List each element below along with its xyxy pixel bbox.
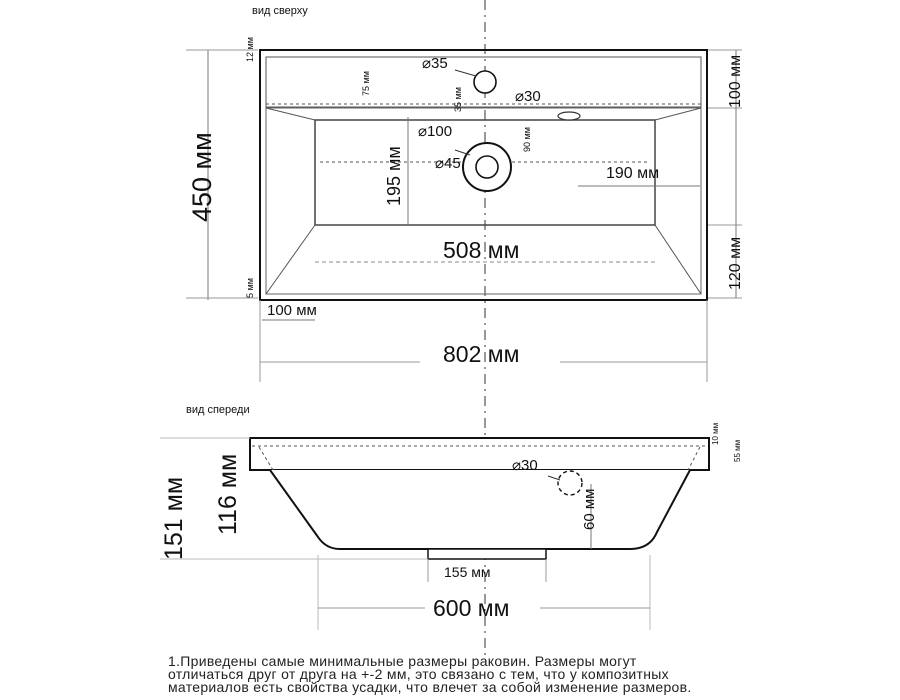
right-top-label: 100 мм — [727, 54, 744, 108]
basin-bowl — [266, 108, 701, 294]
front-top-slab — [250, 438, 709, 470]
bottom-width-label: 600 мм — [433, 595, 510, 621]
total-width-label: 802 мм — [443, 341, 520, 367]
drain-x-label: 190 мм — [606, 165, 660, 182]
outlet-width-label: 155 мм — [444, 564, 491, 580]
tap-leader — [455, 70, 476, 76]
drain-outer-label: ⌀100 — [418, 123, 453, 140]
top-view — [186, 5, 744, 382]
drain-inner — [476, 156, 498, 178]
bowl-edge — [655, 108, 701, 120]
note — [168, 655, 893, 694]
front-view-title: вид спереди — [186, 404, 250, 416]
tap-offset-label: 75 мм — [361, 71, 371, 96]
note-line: отличаться друг от друга на +-2 мм, это связано с тем, что у композитных — [168, 666, 669, 682]
bowl-edge — [266, 225, 315, 294]
drain-inner-label: ⌀45 — [435, 155, 461, 172]
inner-width-label: 508 мм — [443, 237, 520, 263]
front-view — [160, 404, 742, 630]
tap-hole — [474, 71, 496, 93]
front-overflow-label: ⌀30 — [512, 457, 538, 474]
tap-hole-label: ⌀35 — [422, 55, 448, 72]
back-ledge-label: 12 мм — [245, 37, 255, 62]
bowl-edge — [655, 225, 701, 294]
total-height-label: 151 мм — [160, 476, 188, 560]
top-thickness-label: 10 мм — [711, 422, 720, 445]
side-height-label: 55 мм — [733, 439, 742, 462]
overflow-offset-label: 35 мм — [453, 87, 463, 112]
left-offset-label: 100 мм — [267, 302, 317, 319]
note-line: 1.Приведены самые минимальные размеры раковин. Размеры могут — [168, 653, 637, 669]
drain-to-overflow-label: 90 мм — [522, 127, 532, 152]
total-depth-label: 450 мм — [187, 132, 217, 222]
overflow-height-label: 60 мм — [581, 488, 598, 530]
note-line: материалов есть свойства усадки, что влечет за собой изменение размеров. — [168, 679, 692, 695]
right-bottom-label: 120 мм — [727, 236, 744, 290]
bowl-edge — [266, 108, 315, 120]
overflow-hole-label: ⌀30 — [515, 88, 541, 105]
front-bowl — [270, 470, 690, 549]
front-outlet — [428, 549, 546, 559]
bowl-height-label: 116 мм — [214, 453, 242, 535]
drain-y-label: 195 мм — [384, 146, 404, 206]
overflow-hole — [558, 112, 580, 120]
front-ledge-label: 5 мм — [245, 278, 255, 298]
top-view-title: вид сверху — [252, 5, 308, 17]
